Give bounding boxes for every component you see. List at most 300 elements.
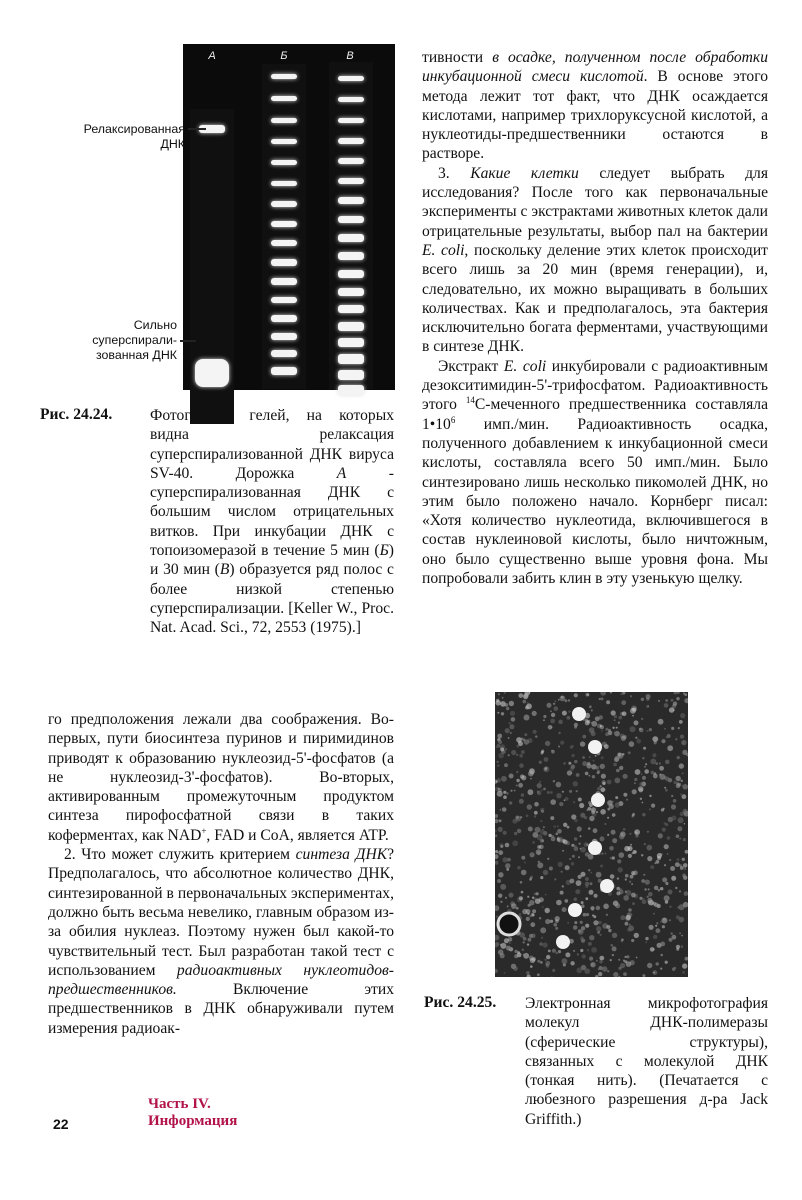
grain [500,944,502,946]
grain [629,881,631,883]
grain [617,877,619,879]
grain [615,756,620,761]
grain [512,819,517,824]
grain [516,754,518,756]
polymerase-sphere [588,841,602,855]
grain [656,860,660,864]
grain [500,809,502,811]
gel-band [271,240,297,246]
grain [532,711,537,716]
grain [587,949,589,951]
grain [509,701,514,706]
grain [558,699,560,701]
dark-particle [498,913,520,935]
grain [653,972,655,974]
grain [550,710,552,712]
grain [657,853,662,858]
grain [612,954,614,956]
gel-band [338,288,364,296]
grain [632,902,635,905]
gel-band [271,221,297,227]
grain [659,775,661,777]
grain [533,730,537,734]
grain [521,775,526,780]
grain [641,854,643,856]
gel-band [271,181,297,187]
grain [671,699,674,702]
grain [551,750,555,754]
grain [540,830,545,835]
grain [501,852,503,854]
grain [591,731,596,736]
grain [535,898,541,904]
grain [496,781,498,783]
grain [623,895,629,901]
grain [634,720,639,725]
grain [684,693,687,696]
grain [658,889,661,892]
grain [545,894,547,896]
grain [540,808,544,812]
grain [582,756,585,759]
grain [558,732,560,734]
grain [527,896,529,898]
grain [599,966,603,970]
grain [516,785,518,787]
grain [550,816,554,820]
gel-band [338,216,364,223]
grain [671,795,673,797]
grain [580,813,585,818]
grain [516,737,522,743]
grain [623,960,625,962]
left-column-text [48,710,394,1038]
grain [622,711,627,716]
grain [585,772,589,776]
gel-band [338,234,364,241]
grain [652,753,656,757]
grain [509,722,511,724]
grain [658,700,660,702]
grain [568,762,571,765]
grain [634,782,636,784]
grain [670,866,675,871]
grain [608,805,611,808]
grain [642,802,644,804]
grain [527,943,529,945]
grain [531,913,535,917]
grain [506,868,509,871]
grain [547,791,550,794]
grain [523,953,529,959]
grain [664,864,666,866]
grain [607,780,612,785]
grain [665,760,670,765]
grain [598,972,602,976]
grain [548,950,551,953]
grain [516,771,518,773]
grain [580,848,582,850]
grain [586,693,590,697]
grain [623,972,627,976]
grain [498,788,500,790]
grain [540,927,546,933]
grain [578,856,580,858]
gel-band [338,76,364,81]
grain [545,908,550,913]
grain [578,929,583,934]
grain [521,793,524,796]
grain [511,903,517,909]
grain [584,968,590,974]
grain [497,791,503,797]
grain [499,819,502,822]
grain [601,730,603,732]
grain [530,852,535,857]
grain [550,719,555,724]
grain [642,813,645,816]
grain [582,761,587,766]
grain [679,904,685,910]
grain [647,856,652,861]
gel-band [338,370,364,380]
grain [642,757,644,759]
grain [553,703,555,705]
grain [572,745,574,747]
grain [537,783,542,788]
grain [616,727,618,729]
grain [645,763,647,765]
grain [638,786,644,792]
grain [636,830,639,833]
grain [676,915,680,919]
grain [649,728,652,731]
grain [665,789,668,792]
grain [682,772,684,774]
grain [567,770,572,775]
grain [507,905,509,907]
grain [562,909,564,911]
grain [682,874,686,878]
grain [629,741,635,747]
grain [613,763,617,767]
grain [620,963,625,968]
grain [603,904,609,910]
grain [512,840,518,846]
grain [524,715,530,721]
grain [502,807,507,812]
grain [617,859,621,863]
grain [537,973,540,976]
grain [543,870,548,875]
grain [634,933,639,938]
grain [625,891,627,893]
grain [510,732,512,734]
callout-relaxed-dna [40,122,185,152]
grain [570,879,575,884]
grain [497,712,499,714]
grain [555,927,558,930]
grain [614,778,620,784]
grain [682,750,687,755]
grain [660,954,663,957]
grain [527,975,531,978]
grain [543,942,548,947]
grain [628,854,632,858]
grain [646,730,648,732]
grain [544,959,546,961]
grain [565,699,568,702]
grain [663,808,665,810]
grain [578,798,582,802]
lane-label-v: В [346,50,354,62]
grain [496,916,498,918]
grain [639,728,644,733]
grain [504,692,506,694]
grain [581,901,584,904]
grain [571,862,574,865]
electron-micrograph [495,692,688,977]
grain [495,905,499,911]
grain [647,845,653,851]
gel-lane-v [329,62,373,389]
grain [674,967,676,969]
micrograph-image [495,692,688,977]
grain [537,791,541,795]
grain [529,900,534,905]
grain [591,709,593,711]
grain [497,744,501,748]
grain [567,826,570,829]
grain [658,833,663,838]
grain [669,919,671,921]
grain [618,867,623,872]
grain [531,934,536,939]
gel-band [338,252,364,260]
grain [500,901,502,903]
grain [500,884,506,890]
grain [498,740,502,744]
grain [622,753,624,755]
grain [665,882,668,885]
grain [540,876,543,879]
grain [636,739,641,744]
grain [523,700,527,704]
gel-band [195,359,229,387]
grain [606,914,608,916]
grain [521,891,524,894]
grain [668,890,673,895]
grain [535,827,541,833]
grain [574,726,577,729]
grain [619,716,623,720]
grain [517,829,521,833]
grain [498,693,500,695]
grain [626,955,629,958]
grain [575,889,580,894]
grain [632,707,637,712]
grain [595,766,599,770]
grain [532,909,536,913]
grain [525,706,529,710]
grain [621,833,623,835]
callout-line [180,340,196,342]
grain [600,692,606,696]
grain [601,774,606,779]
grain [631,914,633,916]
grain [521,750,525,754]
grain [495,814,498,818]
grain [601,756,604,759]
grain [522,949,525,952]
part-number: Часть IV. [148,1096,211,1112]
grain [570,961,574,965]
grain [571,844,574,847]
grain [680,793,682,795]
grain [580,921,583,924]
grain [516,779,519,782]
grain [539,942,543,946]
grain [671,804,676,809]
grain [595,716,600,721]
grain [675,887,677,889]
grain [588,869,590,871]
grain [573,781,578,786]
grain [683,863,688,868]
grain [537,862,543,868]
paragraph: 2. Что может служить критерием синтеза ДНК? Предполагалось, что абсолютное количество ДНК, синтезированной в первоначальных экспериментах, должно быть весьма невелико, главным образом из-за обилия нуклеаз. Поэтому нужен был какой-то чувствительный тест. Был разработан такой тест с использованием радиоактивных нуклеотидов-предшественников. Включение этих предшественников в ДНК обнаруживали путем измерения радиоак- [48,846,394,1037]
grain [639,782,643,786]
grain [503,795,507,799]
grain [582,735,586,739]
grain [580,949,583,952]
grain [543,826,545,828]
grain [551,713,555,717]
grain [574,845,577,848]
grain [576,790,578,792]
grain [656,962,659,965]
grain [588,827,591,830]
gel-band [271,297,297,304]
grain [606,925,610,929]
grain [612,933,617,938]
grain [497,734,502,739]
grain [517,866,521,870]
grain [641,773,643,775]
grain [633,870,638,875]
grain [547,858,549,860]
callout-relaxed-line-1: Релаксированная [83,122,185,136]
grain [532,841,535,844]
figure-caption-label: Рис. 24.25. [424,994,497,1011]
grain [502,697,504,699]
grain [576,967,582,973]
grain [590,872,592,874]
grain [577,953,579,955]
gel-band [271,160,297,166]
figure-caption-text: Электронная микрофотография молекул ДНК-полимеразы (сферические структуры), связанных с молекулой ДНК (тонкая нить). (Печатается с любезного разрешения д-ра Jack Griffith.) [525,995,768,1128]
grain [610,874,615,879]
grain [519,763,524,768]
grain [561,871,563,873]
grain [505,748,507,750]
grain [665,777,670,782]
grain [495,829,497,833]
grain [650,947,655,952]
grain [649,808,651,810]
grain [530,922,535,927]
grain [607,817,609,819]
grain [660,942,665,947]
grain [615,796,618,799]
grain [603,789,605,791]
grain [532,897,534,899]
grain [501,776,507,782]
grain [684,868,686,870]
gel-band [338,178,364,185]
grain [506,792,509,795]
grain [602,966,607,971]
grain [520,881,523,884]
grain [683,838,686,841]
grain [574,693,578,697]
grain [571,765,575,769]
grain [557,838,561,842]
grain [545,741,550,746]
grain [585,924,589,928]
grain [563,762,566,765]
grain [565,865,570,870]
grain [647,896,649,898]
grain [556,900,562,906]
grain [619,766,623,770]
grain [536,892,539,895]
grain [558,950,561,953]
grain [573,801,575,803]
grain [684,823,686,825]
grain [659,766,664,771]
grain [524,733,527,736]
grain [540,961,543,964]
gel-band [271,96,297,101]
grain [519,799,524,804]
callout-supercoiled-line-2: суперспирали- [92,333,177,347]
grain [685,957,689,961]
grain [589,935,594,940]
grain [554,923,558,927]
grain [645,880,650,885]
grain [665,699,668,702]
grain [567,922,569,924]
grain [628,751,631,754]
grain [677,756,680,759]
grain [576,880,582,886]
grain [645,937,648,940]
grain [565,952,570,957]
grain [579,803,584,808]
grain [495,935,499,941]
grain [680,812,684,816]
grain [600,934,602,936]
figure-caption-label: Рис. 24.24. [40,406,113,423]
grain [543,715,546,718]
grain [511,717,516,722]
grain [590,882,593,885]
grain [596,960,598,962]
grain [568,699,570,701]
grain [611,944,614,947]
grain [602,782,605,785]
